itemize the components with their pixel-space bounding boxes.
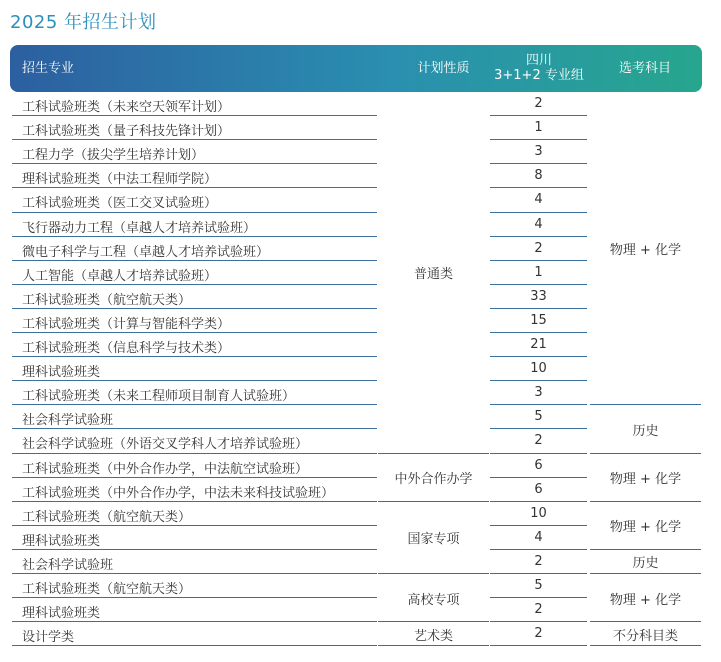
plan-count: 2 [534,433,543,449]
subject-cell: 历史 [632,556,659,572]
count-divider [490,573,587,574]
major-name: 工科试验班类（中外合作办学，中法航空试验班） [22,461,309,477]
row-divider [12,645,377,646]
header-province: 四川 [525,53,552,68]
major-name: 理科试验班类 [22,606,101,622]
header-group: 3+1+2 专业组 [494,68,584,83]
plan-count: 8 [534,168,543,184]
count-divider [490,549,587,550]
plan-count: 1 [534,120,543,136]
row-divider [12,139,377,140]
row-divider [12,573,377,574]
count-divider [490,139,587,140]
count-divider [490,645,587,646]
major-name: 社会科学试验班 [22,557,114,573]
major-name: 人工智能（卓越人才培养试验班） [22,268,218,284]
plan-type-cell: 艺术类 [413,628,453,644]
row-divider [12,428,377,429]
major-name: 工科试验班类（航空航天类） [22,509,192,525]
header-plan-type: 计划性质 [417,61,470,76]
major-name: 工科试验班类（中外合作办学，中法未来科技试验班） [22,485,335,501]
plan-count: 3 [534,385,543,401]
row-divider [12,187,377,188]
row-divider [12,477,377,478]
major-name: 社会科学试验班（外语交叉学科人才培养试验班） [22,437,309,453]
plan-count: 3 [534,144,543,160]
row-divider [12,597,377,598]
major-name: 工科试验班类（量子科技先锋计划） [22,124,231,140]
major-name: 工科试验班类（计算与智能科学类） [22,316,231,332]
plan-count: 15 [530,312,547,328]
count-divider [490,525,587,526]
count-divider [490,453,587,454]
major-name: 工科试验班类（未来工程师项目制育人试验班） [22,389,296,405]
row-divider [12,332,377,333]
row-divider [12,453,377,454]
row-divider [12,308,377,309]
plan-count: 21 [530,337,547,352]
count-divider [490,212,587,213]
major-name: 理科试验班类（中法工程师学院） [22,172,218,188]
header-subjects: 选考科目 [618,61,671,76]
plan-count: 4 [534,216,543,232]
plan-count: 2 [534,602,543,618]
row-divider [12,163,377,164]
subject-cell: 历史 [632,423,659,439]
plan-count: 10 [530,361,547,377]
major-name: 工科试验班类（未来空天领军计划） [22,100,231,115]
major-name: 微电子科学与工程（卓越人才培养试验班） [22,244,270,260]
row-divider [12,404,377,405]
count-divider [490,621,587,622]
plan-type-cell: 国家专项 [407,532,460,548]
row-divider [12,525,377,526]
subject-cell: 物理 + 化学 [609,243,682,259]
row-divider [12,284,377,285]
row-divider [12,621,377,622]
count-divider [490,501,587,502]
header-province-group [489,53,589,83]
major-name: 设计学类 [22,630,75,646]
row-divider [12,236,377,237]
row-divider [12,212,377,213]
count-divider [490,187,587,188]
subject-cell: 不分科目类 [612,628,678,644]
count-divider [490,260,587,261]
plan-count: 5 [534,409,543,425]
row-divider [12,501,377,502]
page-title: 2025 年招生计划 [10,12,157,33]
plan-count: 2 [534,96,543,111]
subject-cell: 物理 + 化学 [609,520,682,536]
count-divider [490,477,587,478]
count-divider [490,356,587,357]
row-divider [12,549,377,550]
plan-count: 6 [534,457,543,473]
plan-count: 2 [534,553,543,569]
plan-type-cell: 高校专项 [407,592,460,608]
plan-type-cell: 中外合作办学 [394,472,473,488]
count-divider [490,404,587,405]
row-divider [12,260,377,261]
major-name: 飞行器动力工程（卓越人才培养试验班） [22,220,257,236]
count-divider [490,332,587,333]
count-divider [490,380,587,381]
row-divider [12,115,377,116]
plan-type-cell: 普通类 [413,267,453,283]
subject-cell: 物理 + 化学 [609,472,682,488]
count-divider [490,428,587,429]
major-name: 工程力学（拔尖学生培养计划） [22,148,205,164]
major-name: 理科试验班类 [22,365,101,381]
row-divider [12,380,377,381]
major-name: 工科试验班类（信息科学与技术类） [22,341,231,356]
plan-count: 10 [530,505,547,521]
row-divider [12,356,377,357]
count-divider [490,308,587,309]
subject-cell: 物理 + 化学 [609,592,682,608]
plan-count: 6 [534,481,543,497]
count-divider [490,236,587,237]
header-major: 招生专业 [22,61,75,76]
major-name: 社会科学试验班 [22,413,114,429]
plan-count: 5 [534,578,543,593]
plan-count: 33 [530,288,547,304]
count-divider [490,284,587,285]
major-name: 理科试验班类 [22,533,101,549]
count-divider [490,163,587,164]
plan-count: 2 [534,626,543,642]
count-divider [490,597,587,598]
major-name: 工科试验班类（航空航天类） [22,292,192,308]
plan-count: 2 [534,240,543,256]
plan-count: 4 [534,529,543,545]
major-name: 工科试验班类（航空航天类） [22,582,192,597]
plan-count: 1 [534,264,543,280]
count-divider [490,115,587,116]
major-name: 工科试验班类（医工交叉试验班） [22,196,218,212]
table-header [10,45,702,92]
plan-count: 4 [534,192,543,208]
